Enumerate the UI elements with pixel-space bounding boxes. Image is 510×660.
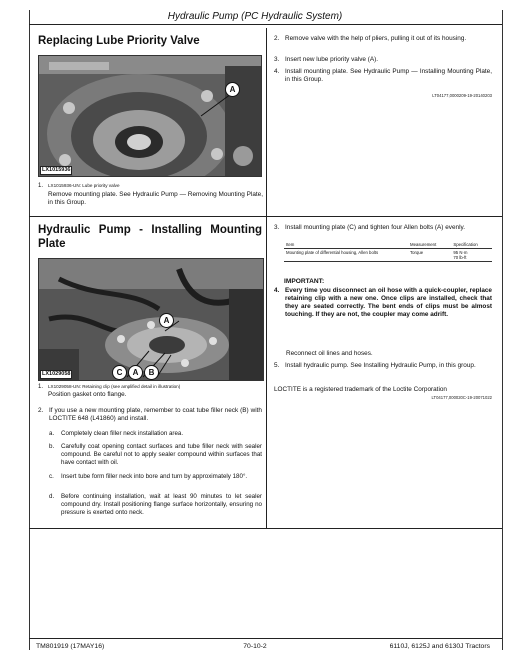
footer-manual-id: TM801919 (17MAY16) (36, 643, 105, 650)
section2-step-2 (38, 407, 262, 423)
important-text: Every time you disconnect an oil hose with a quick-coupler, replace retaining clip with a new one. Once clips are installed, check that they are seated correctly. The bent ends of clips must be almost touching. If they are not, the coupler may come adrift. (285, 287, 492, 318)
substep-a (49, 430, 262, 438)
step-number: 4. (274, 287, 280, 294)
step-text: Insert new lube priority valve (A). (285, 56, 379, 63)
callout-a: A (225, 82, 240, 97)
table-cell-specification (451, 249, 492, 262)
table-header-specification: Specification (453, 242, 478, 247)
section1-step-2 (274, 35, 492, 51)
step-number: 2. (274, 35, 280, 42)
photo-lube-priority-valve (38, 55, 262, 177)
callout-a-top: A (159, 313, 174, 328)
header-rule (29, 24, 502, 25)
substep-text: Carefully coat opening contact surfaces and tube filler neck with sealer compound. Be careful not to apply sealer compound within surfaces that have contact with oil. (61, 443, 262, 466)
column-divider-2 (266, 216, 267, 528)
step-number: 2. (38, 407, 44, 414)
caption-number: 1. (38, 183, 44, 189)
step-number: 4. (274, 68, 280, 75)
substep-letter: c. (49, 473, 54, 480)
section2-step1-text: Position gasket onto flange. (48, 391, 127, 398)
substep-c (49, 473, 262, 489)
spec-imperial: 70 lb-ft (453, 255, 467, 260)
section-title-mounting-plate: Hydraulic Pump - Installing Mounting Plate (38, 224, 262, 250)
section-end-rule (29, 528, 502, 529)
table-header-measurement: Measurement (410, 242, 437, 247)
section2-doc-id: LT04177,000020C-19-20071022 (431, 395, 492, 400)
table-row (284, 249, 492, 262)
footer-page-number: 70-10-2 (243, 643, 267, 650)
substep-d (49, 493, 262, 525)
step-text: Remove valve with the help of pliers, pulling it out of its housing. (285, 35, 467, 42)
photo-mounting-plate (38, 258, 264, 381)
callout-b: B (144, 365, 159, 380)
callout-c: C (112, 365, 127, 380)
step-text: Install hydraulic pump. See Installing Hydraulic Pump, in this group. (285, 362, 476, 369)
important-heading: IMPORTANT: (284, 278, 325, 285)
spec-metric: 95 N·m (453, 250, 468, 255)
caption-number: 1. (38, 384, 44, 390)
table-cell-measurement: Torque (410, 250, 424, 255)
step-text: Install mounting plate. See Hydraulic Pump — Installing Mounting Plate, in this Group. (285, 68, 492, 83)
photo-id-label: LX1015936 (42, 167, 71, 173)
step-number: 3. (274, 56, 280, 63)
step-number: 3. (274, 224, 280, 231)
section-title-lube-valve: Replacing Lube Priority Valve (38, 35, 200, 47)
substep-text: Before continuing installation, wait at least 90 minutes to let sealer compound dry. Install positioning flange surface horizontally, ensuring no pressure is exerted onto neck. (61, 493, 262, 516)
step-number: 5. (274, 362, 280, 369)
section1-doc-id: LT04177,0000209-19-20140203 (432, 93, 492, 98)
footer-rule (29, 638, 502, 639)
substep-letter: b. (49, 443, 55, 450)
photo-id-label: LX1029058 (42, 371, 71, 377)
substep-text: Insert tube form filler neck into bore and turn by approximately 180°. (61, 473, 248, 480)
substep-letter: d. (49, 493, 55, 500)
table-header-row (284, 241, 492, 249)
trademark-text: LOCTITE is a registered trademark of the Loctite Corporation (274, 386, 447, 393)
callout-a-bottom: A (128, 365, 143, 380)
reconnect-text: Reconnect oil lines and hoses. (286, 350, 373, 357)
photo-mounting-plate-illustration (39, 259, 263, 380)
figure-caption-1 (38, 183, 262, 191)
footer-model-list: 6110J, 6125J and 6130J Tractors (389, 643, 490, 650)
page-header-title: Hydraulic Pump (PC Hydraulic System) (167, 11, 343, 22)
substep-letter: a. (49, 430, 55, 437)
torque-spec-table (284, 241, 492, 262)
substep-text: Completely clean filler neck installation area. (61, 430, 184, 437)
caption-text: LX1015936-UN: Lube priority valve (48, 183, 120, 188)
photo-lube-valve-illustration (39, 56, 261, 176)
section2-step-5 (274, 362, 492, 378)
step-text: If you use a new mounting plate, remember to coat tube filler neck (B) with LOCTITE 648 (L41860) and install. (49, 407, 262, 422)
table-cell-item: Mounting plate of differential housing, Allen bolts (286, 250, 379, 255)
caption-text: LX1029058-UN: Retaining clip (see amplified detail in illustration) (48, 384, 181, 389)
section1-step-3 (274, 56, 492, 64)
table-header-item: Item (286, 242, 295, 247)
substep-b (49, 443, 262, 475)
section1-step-4 (274, 68, 492, 84)
section1-step1-text: Remove mounting plate. See Hydraulic Pump — Removing Mounting Plate, in this Group. (48, 191, 263, 206)
column-divider-1 (266, 28, 267, 216)
step-text: Install mounting plate (C) and tighten four Allen bolts (A) evenly. (285, 224, 465, 231)
section2-step-3 (274, 224, 492, 240)
